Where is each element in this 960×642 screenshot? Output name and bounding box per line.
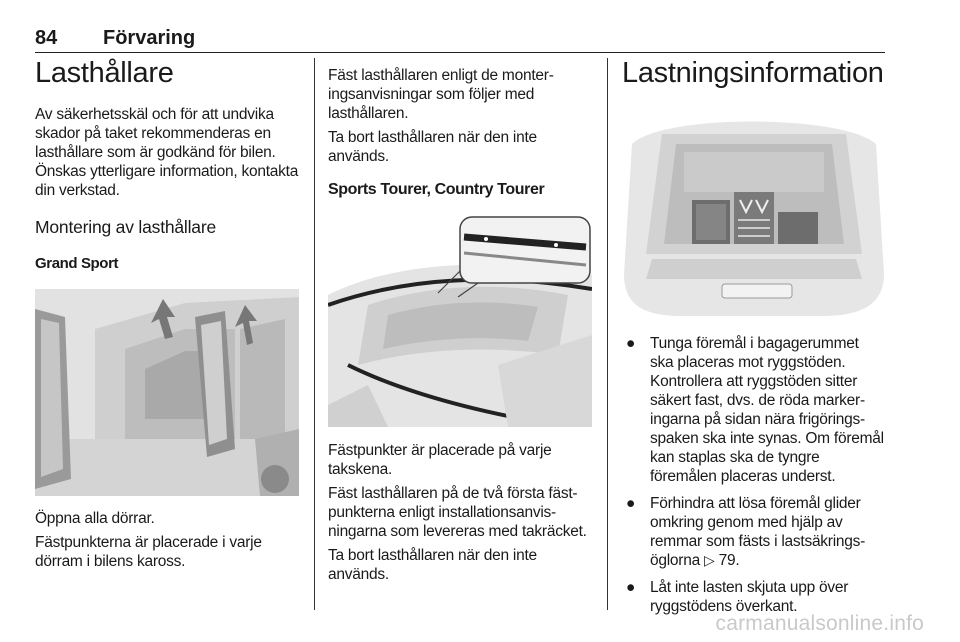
page-header: [35, 20, 885, 53]
watermark: carmanualsonline.info: [715, 612, 924, 635]
roof-rail-illustration: [328, 215, 592, 427]
rail-points-paragraph: Fästpunkter är placerade på varje takskena.: [328, 442, 552, 478]
column-left: [35, 58, 299, 571]
rail-remove-paragraph: Ta bort lasthållaren när den inte används.: [328, 547, 537, 583]
column-right: [622, 58, 886, 616]
page-number: 84: [35, 27, 58, 49]
chapter-title: Förvaring: [103, 27, 196, 49]
column-divider: [314, 58, 315, 610]
rail-install-paragraph: Fäst lasthållaren på de två första fästpunkterna enligt installationsanvisningarna som levereras med takräcket.: [328, 485, 587, 540]
grand-sport-heading: Grand Sport: [35, 254, 119, 272]
intro-paragraph: Av säkerhetsskäl och för att undvika skador på taket rekommenderas en lasthållare som är godkänd för bilen. Önskas ytterligare information, kontakta din verkstad.: [35, 105, 299, 199]
trunk-loading-illustration: [622, 104, 886, 316]
remove-paragraph: Ta bort lasthållaren när den inte används.: [328, 129, 537, 165]
list-item: [622, 578, 886, 616]
bullet-icon: ●: [626, 334, 636, 352]
install-paragraph: Fäst lasthållaren enligt de monteringsanvisningar som följer med lasthållaren.: [328, 67, 554, 122]
bullet-text: Förhindra att lösa föremål glider omkring genom med hjälp av remmar som fästs i lastsäkringsöglorna: [650, 494, 866, 569]
column-divider: [607, 58, 608, 610]
open-doors-paragraph: Öppna alla dörrar.: [35, 509, 155, 527]
page-reference-icon: ▷: [704, 551, 715, 568]
loading-bullet-list: [622, 334, 886, 616]
attachment-points-paragraph: Fästpunkterna är placerade i varje dörram i bilens kaross.: [35, 533, 262, 570]
column-middle: [328, 58, 592, 584]
bullet-icon: ●: [626, 578, 636, 596]
bullet-text: Låt inte lasten skjuta upp över ryggstödens överkant.: [650, 578, 849, 615]
bullet-text: Tunga föremål i bagagerummet ska placeras mot ryggstöden. Kontrollera att ryggstöden sitter säkert fast, dvs. de röda markeringarna på sidan nära frigöringsspaken ska inte synas. Om föremål kan staplas ska de tyngre föremålen placeras underst.: [650, 334, 884, 485]
list-item: [622, 334, 886, 486]
sports-tourer-heading: Sports Tourer, Country Tourer: [328, 181, 545, 198]
section-title: Lasthållare: [35, 57, 174, 89]
bullet-icon: ●: [626, 494, 636, 512]
car-doors-open-illustration: [35, 289, 299, 496]
mounting-heading: Montering av lasthållare: [35, 216, 216, 237]
page-reference[interactable]: 79.: [718, 551, 740, 569]
loading-info-title: Lastningsinformation: [622, 57, 884, 89]
list-item: [622, 494, 886, 570]
